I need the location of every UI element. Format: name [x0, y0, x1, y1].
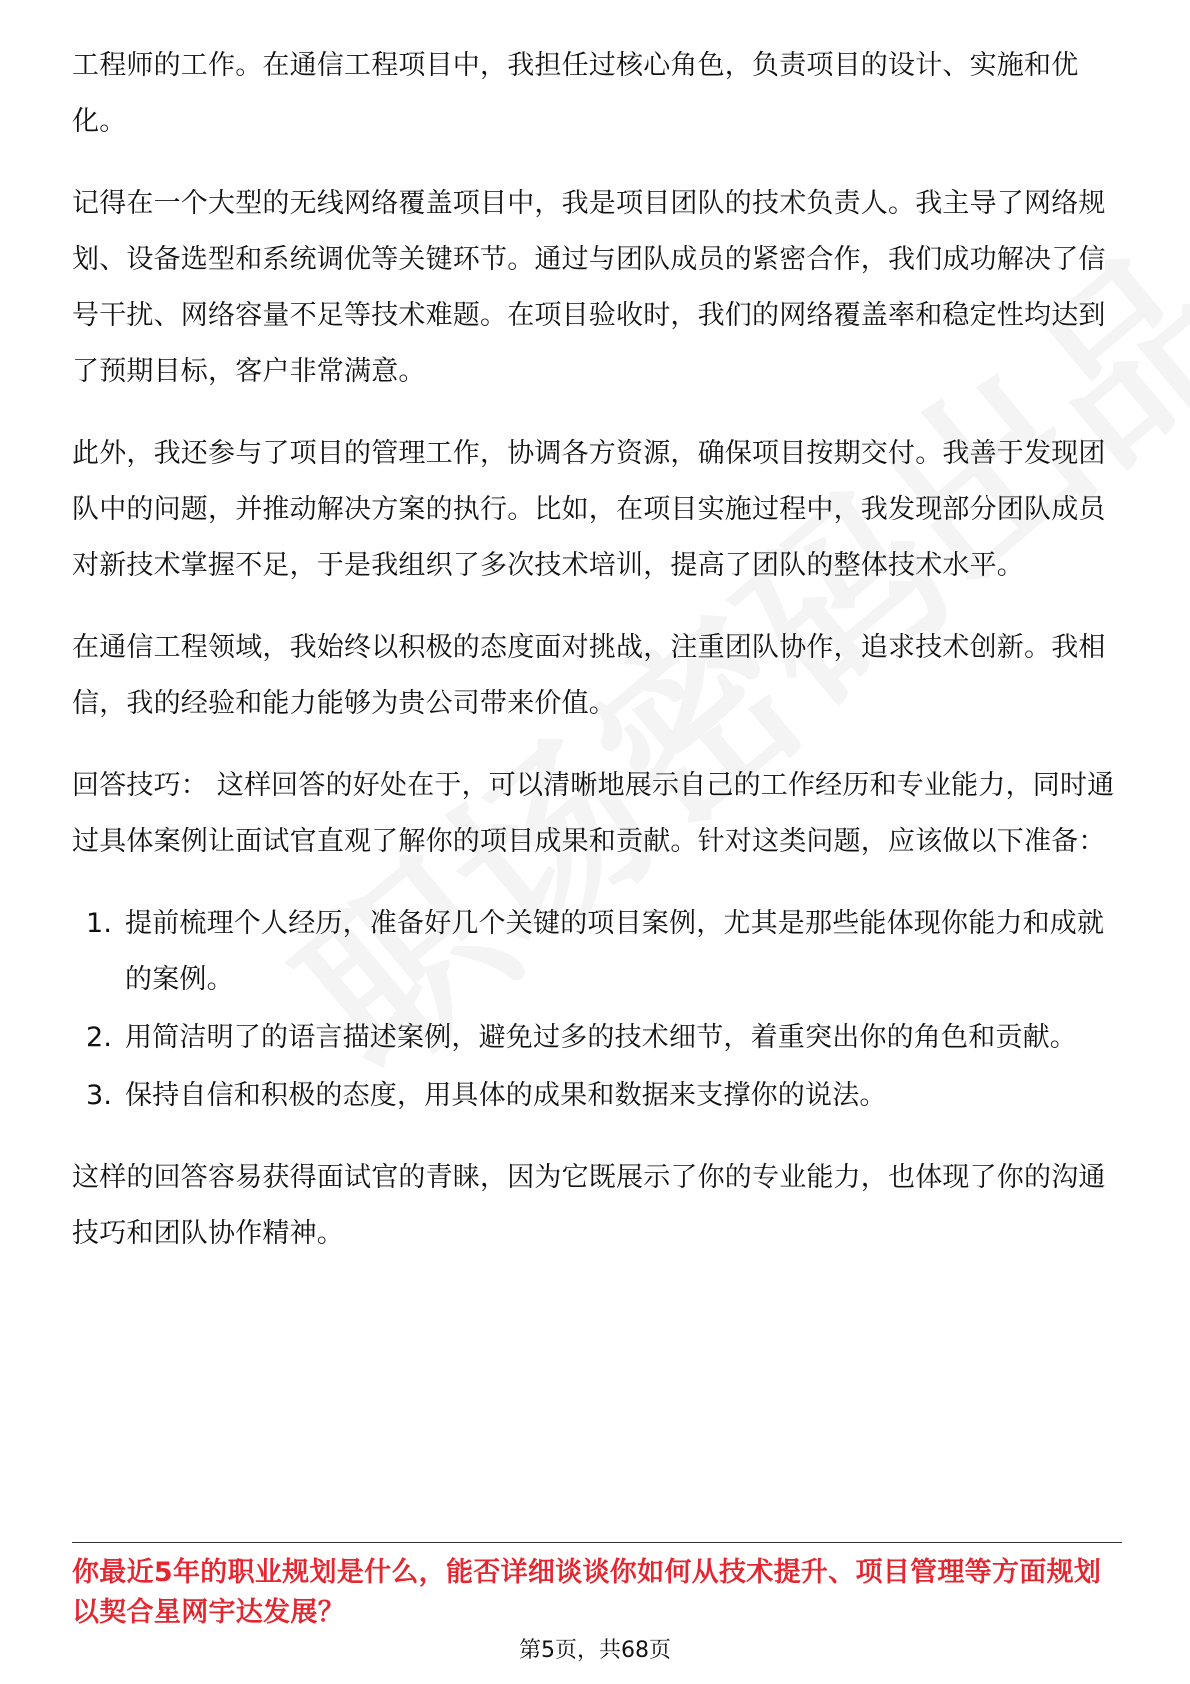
page-footer [0, 1636, 1190, 1666]
paragraph-intro: 工程师的工作。在通信工程项目中，我担任过核心角色，负责项目的设计、实施和优化。 [72, 50, 1079, 137]
list-item-number: 1. [86, 908, 113, 939]
list-item-text: 保持自信和积极的态度，用具体的成果和数据来支撑你的说法。 [125, 1080, 887, 1111]
next-question-heading: 你最近5年的职业规划是什么，能否详细谈谈你如何从技术提升、项目管理等方面规划以契合星网宇达发展？ [72, 1557, 1102, 1628]
paragraph-summary: 在通信工程领域，我始终以积极的态度面对挑战，注重团队协作，追求技术创新。我相信，我的经验和能力能够为贵公司带来价值。 [72, 632, 1106, 719]
document-body [72, 38, 1122, 1288]
list-item [72, 896, 1122, 1008]
list-item-number: 3. [86, 1080, 113, 1111]
paragraph-project-example: 记得在一个大型的无线网络覆盖项目中，我是项目团队的技术负责人。我主导了网络规划、设备选型和系统调优等关键环节。通过与团队成员的紧密合作，我们成功解决了信号干扰、网络容量不足等技术难题。在项目验收时，我们的网络覆盖率和稳定性均达到了预期目标，客户非常满意。 [72, 188, 1106, 387]
list-item-number: 2. [86, 1022, 113, 1053]
page-number-label: 第5页，共68页 [519, 1638, 671, 1663]
section-divider [72, 1542, 1122, 1543]
list-item-text: 提前梳理个人经历，准备好几个关键的项目案例，尤其是那些能体现你能力和成就的案例。 [125, 908, 1105, 995]
list-item [72, 1068, 1122, 1124]
preparation-list [72, 896, 1122, 1124]
paragraph-answer-tips: 回答技巧： 这样回答的好处在于，可以清晰地展示自己的工作经历和专业能力，同时通过具体案例让面试官直观了解你的项目成果和贡献。针对这类问题，应该做以下准备： [72, 770, 1115, 857]
list-item-text: 用简洁明了的语言描述案例，避免过多的技术细节，着重突出你的角色和贡献。 [125, 1022, 1077, 1053]
list-item [72, 1010, 1122, 1066]
paragraph-management: 此外，我还参与了项目的管理工作，协调各方资源，确保项目按期交付。我善于发现团队中的问题，并推动解决方案的执行。比如，在项目实施过程中，我发现部分团队成员对新技术掌握不足，于是我组织了多次技术培训，提高了团队的整体技术水平。 [72, 438, 1106, 581]
paragraph-closing: 这样的回答容易获得面试官的青睐，因为它既展示了你的专业能力，也体现了你的沟通技巧和团队协作精神。 [72, 1162, 1106, 1249]
